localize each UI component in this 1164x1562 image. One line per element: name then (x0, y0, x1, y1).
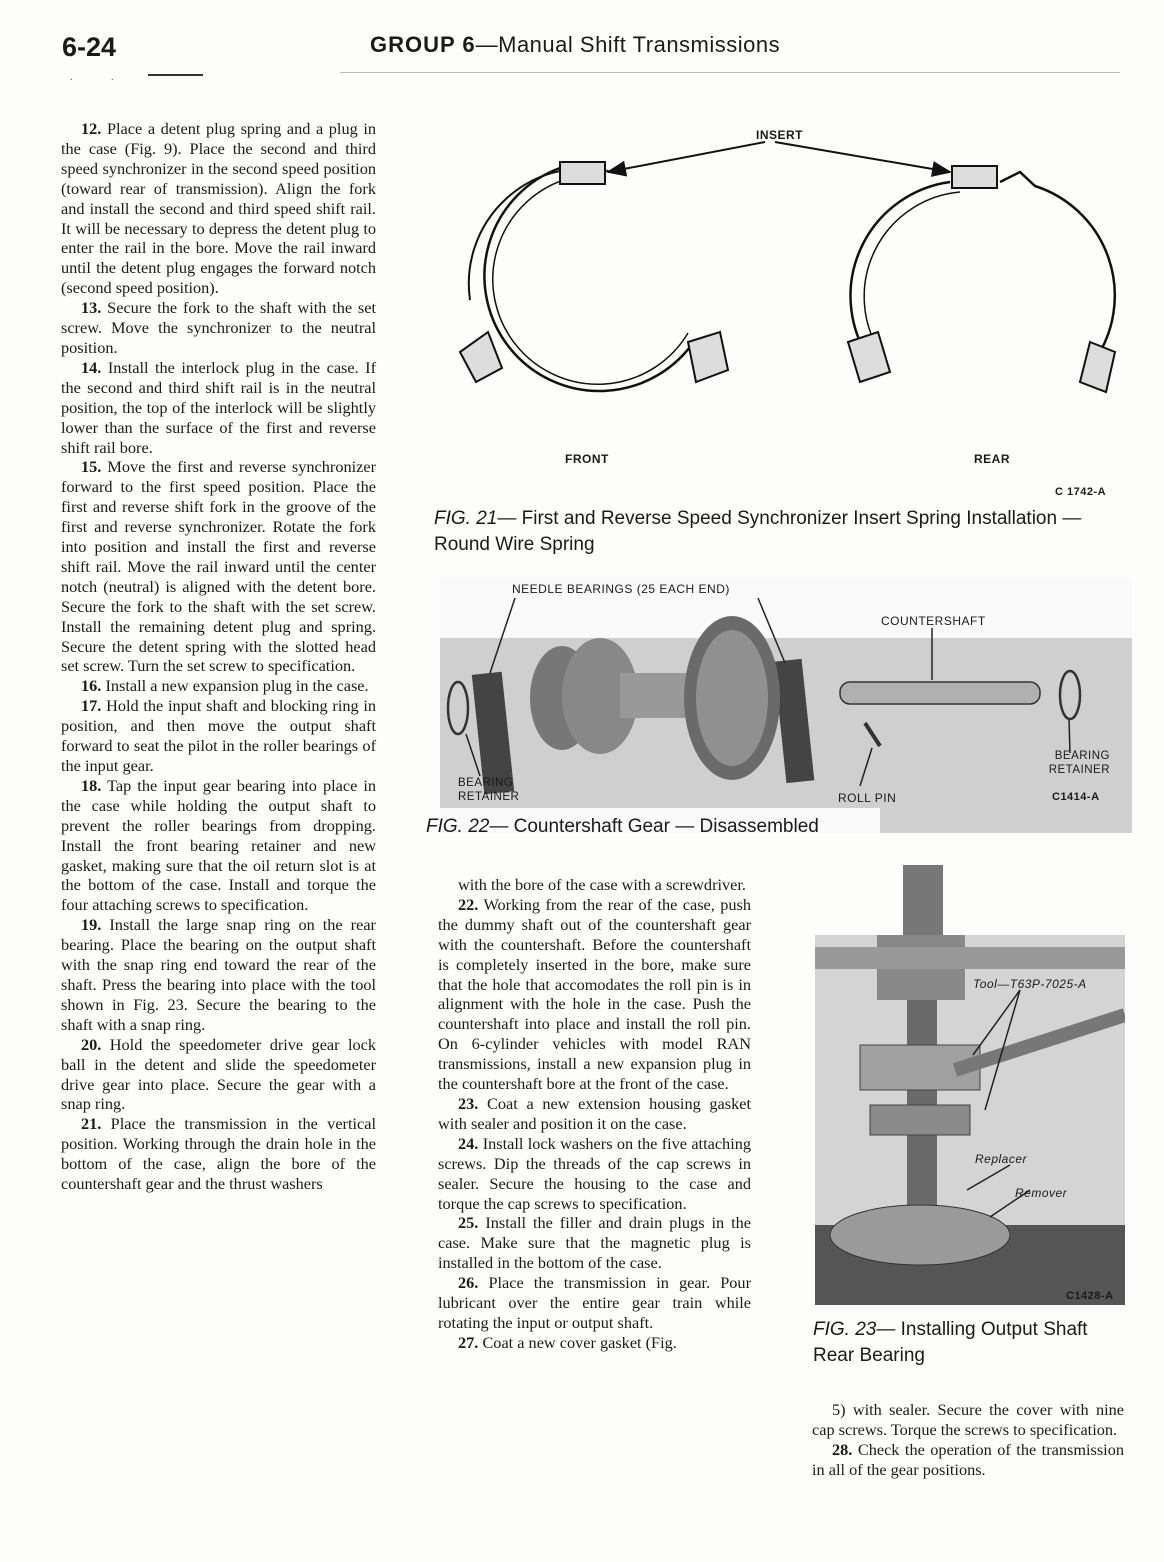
paragraph (61, 776, 376, 915)
step-number: 12. (81, 119, 102, 138)
step-text: Install lock washers on the five attaching screws. Dip the threads of the cap screws in sealer. Secure the housing to the case and torque the cap screws to specification. (438, 1133, 752, 1213)
step-text: Working from the rear of the case, push the dummy shaft out of the countershaft gear with the countershaft. Before the countershaft is completely inserted in the bore, make sure that the hole that accomodates the roll pin is in alignment with the hole in the case. Push the countershaft into place and install the roll pin. On 6-cylinder vehicles with model RAN transmissions, install a new expansion plug in the countershaft bore at the front of the case. (438, 894, 751, 1094)
paragraph (438, 1213, 751, 1273)
fig23-photo (815, 865, 1125, 1305)
paragraph (61, 915, 376, 1034)
fig23-caption-fig: FIG. 23 (813, 1319, 877, 1340)
fig23-label-tool: Tool—T63P-7025-A (973, 977, 1087, 991)
paragraph (812, 1440, 1124, 1480)
step-text: Place the transmission in gear. Pour lubricant over the entire gear train while rotating the input or output shaft. (438, 1273, 751, 1332)
step-number: 18. (81, 775, 102, 795)
fig22-caption-text: — Countershaft Gear — Disassembled (489, 816, 819, 837)
step-number: 15. (81, 457, 102, 477)
fig22-label-bearing-retainer-right: BEARING RETAINER (1048, 750, 1110, 776)
step-number: 13. (81, 298, 102, 318)
paragraph (438, 1134, 751, 1214)
step-text: Install the interlock plug in the case. If the second and third shift rail is in the neutral position, the top of the interlock will be slightly lower than the surface of the first and reverse shift rail bore. (61, 357, 376, 457)
step-text: Check the operation of the transmission in all of the gear positions. (812, 1439, 1124, 1479)
fig21-caption-text: — First and Reverse Speed Synchronizer Insert Spring Installation — Round Wire Spring (434, 508, 1082, 555)
fig21-label-insert: INSERT (756, 128, 804, 142)
step-text: Secure the fork to the shaft with the set screw. Move the synchronizer to the neutral position. (61, 298, 377, 357)
step-number: 23. (458, 1093, 479, 1113)
page-number: 6-24 (62, 32, 117, 62)
fig22-photo (440, 578, 1132, 833)
paragraph (61, 696, 376, 776)
step-number: 27. (458, 1332, 479, 1352)
step-number: 28. (832, 1439, 853, 1459)
step-text: Install the large snap ring on the rear bearing. Place the bearing on the output shaft with the snap ring end toward the rear of the shaft. Press the bearing into place with the tool shown in Fig. 23. Secure the bearing to the shaft with a snap ring. (61, 915, 376, 1034)
header-rule-short (148, 74, 203, 76)
step-text: Place the transmission in the vertical position. Working through the drain hole in the bottom of the case, align the bore of the countershaft gear and the thrust washers (61, 1114, 376, 1194)
header-subject: Manual Shift Transmissions (498, 32, 781, 57)
fig23-caption (813, 1317, 1123, 1369)
step-text: Hold the speedometer drive gear lock ball in the detent and slide the speedometer drive gear into place. Secure the gear with a snap ring. (61, 1034, 376, 1114)
step-text: with the bore of the case with a screwdriver. (458, 875, 746, 894)
step-number: 26. (458, 1273, 479, 1293)
step-number: 20. (81, 1034, 102, 1054)
header-rule (340, 72, 1120, 73)
fig22-label-bearing-retainer-left: BEARING RETAINER (458, 777, 520, 803)
paragraph (438, 1273, 751, 1333)
step-number: 19. (81, 915, 102, 935)
step-text: Install a new expansion plug in the case. (105, 676, 369, 696)
step-number: 21. (81, 1114, 102, 1134)
fig22-code: C1414-A (1052, 791, 1100, 803)
fig23-label-replacer: Replacer (975, 1152, 1028, 1166)
page-header-title (370, 32, 780, 58)
fig21-caption (434, 506, 1124, 558)
paragraph (61, 119, 376, 298)
step-text: Install the filler and drain plugs in the case. Make sure that the magnetic plug is installed in the bottom of the case. (438, 1213, 751, 1273)
step-number: 14. (81, 357, 102, 377)
paragraph (61, 1114, 376, 1194)
column-right (812, 1400, 1124, 1480)
fig23-label-remover: Remover (1015, 1186, 1068, 1200)
paragraph (438, 875, 751, 895)
step-number: 24. (458, 1133, 479, 1153)
paragraph (438, 1333, 751, 1353)
fig21-label-rear: REAR (974, 452, 1011, 466)
paragraph (61, 457, 376, 676)
paragraph (61, 1035, 376, 1115)
step-number: 17. (81, 696, 102, 716)
step-number: 22. (458, 894, 479, 914)
fig21-label-front: FRONT (565, 452, 609, 466)
fig23-caption-text: — Installing Output Shaft Rear Bearing (813, 1319, 1088, 1366)
header-dash: — (475, 32, 499, 57)
fig22-caption (426, 814, 819, 840)
step-text: Coat a new extension housing gasket with sealer and position it on the case. (438, 1093, 751, 1133)
step-number: 25. (458, 1213, 479, 1233)
paragraph (61, 298, 376, 358)
paragraph (61, 676, 376, 696)
column-left (61, 119, 376, 1194)
fig23-code: C1428-A (1066, 1290, 1114, 1302)
fig22-label-countershaft: COUNTERSHAFT (881, 614, 986, 628)
paragraph (438, 895, 751, 1094)
fig22-caption-fig: FIG. 22 (426, 816, 490, 837)
step-text: Place a detent plug spring and a plug in the case (Fig. 9). Place the second and third speed synchronizer in the second speed position (toward rear of transmission). Align the fork and install the second and third speed shift rail. It will be necessary to depress the detent plug to enter the rail in the bore. Move the rail inward until the detent plug engages the forward notch (second speed position). (61, 119, 376, 298)
header-dots: . . (70, 72, 132, 83)
step-text: Hold the input shaft and blocking ring in position, and then move the output shaft forward to seat the pilot in the roller bearings of the input gear. (61, 696, 376, 775)
group-label: GROUP 6 (370, 32, 476, 57)
step-text: Move the first and reverse synchronizer forward to the first speed position. Place the first and reverse shift fork in the groove of the first and reverse synchronizer. Rotate the fork into position and install the first and reverse shift rail. Move the rail inward until the center notch (neutral) is aligned with the detent bore. Secure the fork to the shaft with the set screw. Install the remaining detent plug and spring. Secure the detent spring with the slotted head set screw. Turn the set screw to specification. (61, 457, 377, 676)
fig21-code: C 1742-A (1055, 486, 1107, 498)
fig21-diagram (440, 120, 1130, 500)
column-middle (438, 875, 751, 1353)
step-text: 5) with sealer. Secure the cover with nine cap screws. Torque the screws to specification. (812, 1400, 1124, 1439)
fig22-label-needle-bearings: NEEDLE BEARINGS (25 EACH END) (512, 582, 730, 596)
fig22-label-roll-pin: ROLL PIN (838, 791, 897, 805)
step-text: Tap the input gear bearing into place in the case while holding the output shaft to prevent the roller bearings from dropping. Install the front bearing retainer and new gasket, making sure that the oil return slot is at the bottom of the case. Install and torque the four attaching screws to specification. (61, 775, 376, 915)
step-number: 16. (81, 676, 102, 696)
paragraph (438, 1094, 751, 1134)
fig21-caption-fig: FIG. 21 (434, 508, 498, 529)
step-text: Coat a new cover gasket (Fig. (482, 1332, 677, 1352)
paragraph (61, 358, 376, 458)
paragraph (812, 1400, 1124, 1440)
